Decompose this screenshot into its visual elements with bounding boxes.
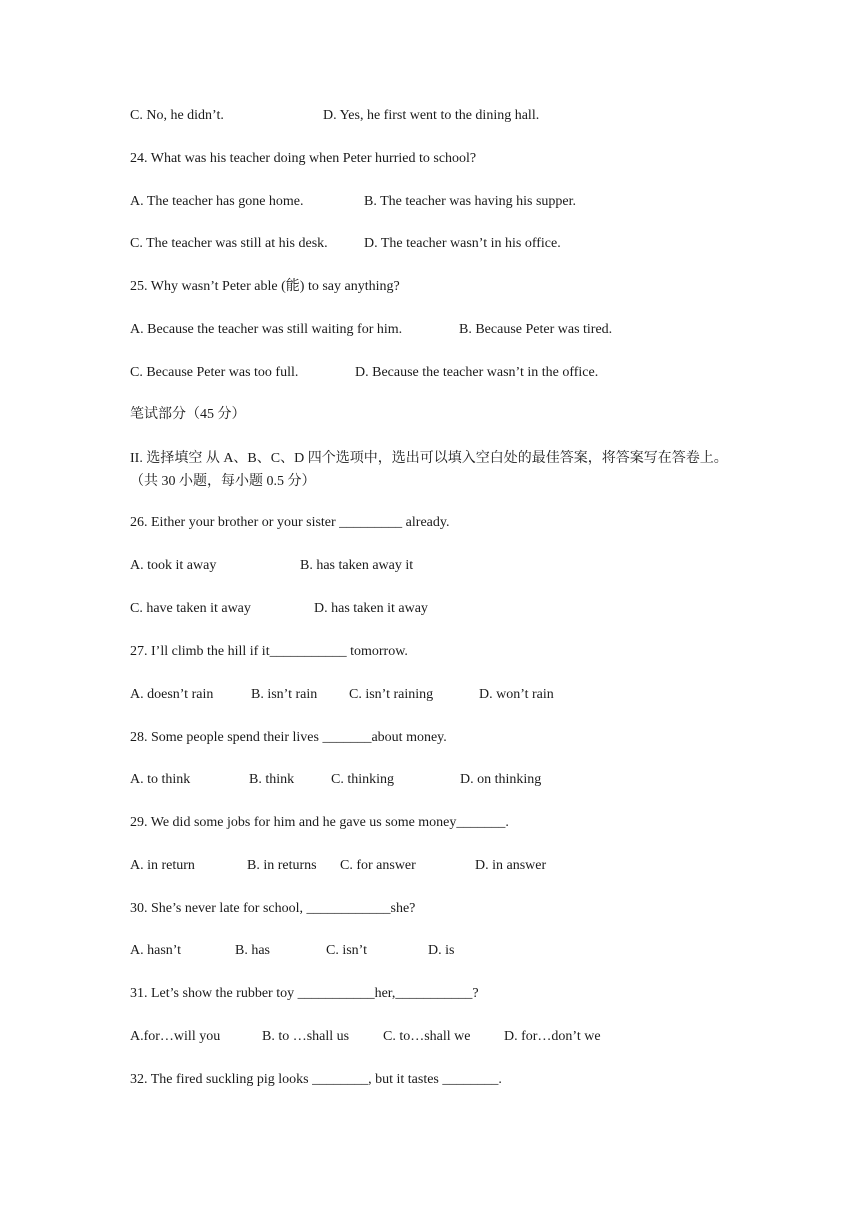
q27-option-b: B. isn’t rain xyxy=(251,687,318,702)
q27-option-d: D. won’t rain xyxy=(479,687,554,702)
q23-option-c: C. No, he didn’t. xyxy=(130,108,224,123)
q26-option-c: C. have taken it away xyxy=(130,601,251,616)
part2-instructions: II. 选择填空 从 A、B、C、D 四个选项中，选出可以填入空白处的最佳答案，将答案写在答卷上。（共 30 小题，每小题 0.5 分） xyxy=(130,451,728,489)
q25-option-c: C. Because Peter was too full. xyxy=(130,365,299,380)
q29-option-a: A. in return xyxy=(130,858,195,873)
q28-question: 28. Some people spend their lives _______about money. xyxy=(130,730,447,745)
q27-question: 27. I’ll climb the hill if it___________ tomorrow. xyxy=(130,644,408,659)
q26-option-b: B. has taken away it xyxy=(300,558,414,573)
q31-question: 31. Let’s show the rubber toy ___________her,___________? xyxy=(130,986,479,1001)
q30-option-d: D. is xyxy=(428,943,455,958)
q31-option-c: C. to…shall we xyxy=(383,1029,471,1044)
q28-option-c: C. thinking xyxy=(331,772,395,787)
q23-option-d: D. Yes, he first went to the dining hall. xyxy=(323,108,540,123)
q32-question: 32. The fired suckling pig looks ________, but it tastes ________. xyxy=(130,1072,502,1087)
q24-question: 24. What was his teacher doing when Peter hurried to school? xyxy=(130,151,477,166)
q29-option-c: C. for answer xyxy=(340,858,416,873)
q26-option-d: D. has taken it away xyxy=(314,601,428,616)
q25-option-d: D. Because the teacher wasn’t in the office. xyxy=(355,365,599,380)
q30-question: 30. She’s never late for school, ____________she? xyxy=(130,901,416,916)
q24-option-a: A. The teacher has gone home. xyxy=(130,194,304,209)
q26-question: 26. Either your brother or your sister _________ already. xyxy=(130,515,450,530)
q30-option-b: B. has xyxy=(235,943,270,958)
q26-option-a: A. took it away xyxy=(130,558,217,573)
q25-question: 25. Why wasn’t Peter able (能) to say anything? xyxy=(130,279,400,294)
q25-option-b: B. Because Peter was tired. xyxy=(459,322,613,337)
q27-option-c: C. isn’t raining xyxy=(349,687,434,702)
q31-option-b: B. to …shall us xyxy=(262,1029,350,1044)
q28-option-b: B. think xyxy=(249,772,295,787)
q28-option-a: A. to think xyxy=(130,772,191,787)
q30-option-c: C. isn’t xyxy=(326,943,367,958)
q30-option-a: A. hasn’t xyxy=(130,943,182,958)
q24-option-c: C. The teacher was still at his desk. xyxy=(130,236,328,251)
written-part-heading: 笔试部分（45 分） xyxy=(130,407,246,422)
q29-question: 29. We did some jobs for him and he gave us some money_______. xyxy=(130,815,509,830)
q25-option-a: A. Because the teacher was still waiting for him. xyxy=(130,322,403,337)
q28-option-d: D. on thinking xyxy=(460,772,542,787)
q29-option-b: B. in returns xyxy=(247,858,317,873)
q27-option-a: A. doesn’t rain xyxy=(130,687,214,702)
q24-option-b: B. The teacher was having his supper. xyxy=(364,194,577,209)
q31-option-a: A.for…will you xyxy=(130,1029,221,1044)
q24-option-d: D. The teacher wasn’t in his office. xyxy=(364,236,561,251)
q29-option-d: D. in answer xyxy=(475,858,547,873)
q31-option-d: D. for…don’t we xyxy=(504,1029,601,1044)
